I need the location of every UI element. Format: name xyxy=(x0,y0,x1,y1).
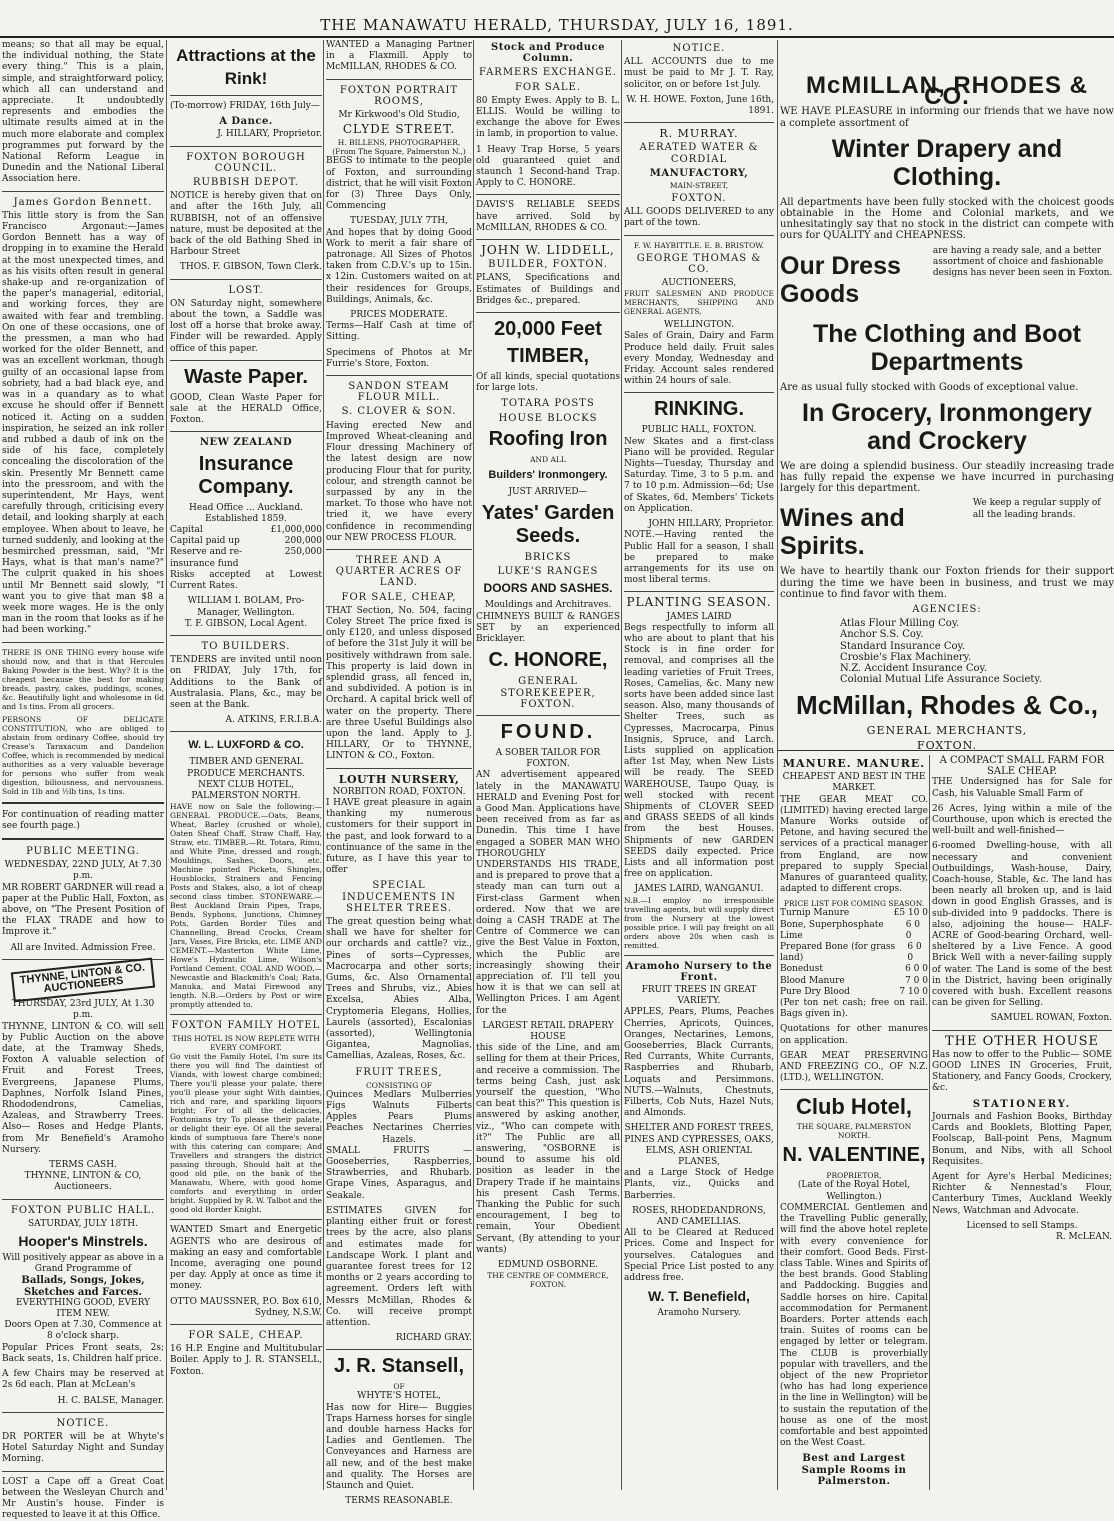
aerated: AERATED WATER & CORDIAL xyxy=(639,142,759,165)
head-office: Head Office ... Auckland. Established 1859. xyxy=(189,502,303,524)
stock-title: Stock and Produce Column. xyxy=(491,42,605,65)
mcmillan-ad xyxy=(780,40,1114,750)
waste-body: GOOD, Clean Waste Paper for sale at the HERALD Office, Foxton. xyxy=(170,392,322,426)
mill-title: SANDON STEAM FLOUR MILL. xyxy=(348,381,450,404)
seeds: DAVIS'S RELIABLE SEEDS have arrived. Sold by McMILLAN, RHODES & CO. xyxy=(476,200,620,233)
risks: Risks accepted at Lowest Current Rates. xyxy=(170,569,322,592)
timber-body: Of all kinds, special quotations for large lots. xyxy=(476,372,620,394)
hillary-sign: JOHN HILLARY, Proprietor. xyxy=(648,519,774,530)
found-body-2: this side of the Line, and am selling for them at their Prices, and receive a commission. The terms being Cash, just ask yourself the question, "Who can beat this?" This question is answered by asking another, viz., "Who can compete with it?" The Public are all answering, "OSBORNE is bound to assume his old position as leader in the Drapery Trade if he maintains his present Cash Terms. Thanking the Public for such encouragement, I beg to remain, Your Obedient Servant, (By attending to your wants) xyxy=(476,1043,620,1255)
quotations: Quotations for other manures on application. xyxy=(780,1024,928,1046)
mcmillan-title: McMILLAN, RHODES & CO. xyxy=(806,72,1088,111)
farm-title: A COMPACT SMALL FARM FOR SALE CHEAP. xyxy=(939,755,1105,778)
column-3 xyxy=(326,40,472,1507)
sale-title: FOR SALE, CHEAP. xyxy=(188,1329,304,1341)
luxford-title: W. L. LUXFORD & CO. xyxy=(188,739,304,752)
column-1 xyxy=(2,40,164,1521)
fruit-row: Peaches Nectarines Cherries xyxy=(326,1123,472,1134)
planting: PLANTING SEASON. xyxy=(626,595,772,610)
article-intro: means; so that all may be equal, the individual nothing, the State every thing." This is a plain, simple, and straightforward policy, which all can understand and appreciate. It undoubtedly represents and embodies the ultimate results aimed at in the much more elaborate and complex programmes put forward by the National Reform League in Dunedin and the National Liberal Association here. xyxy=(2,40,164,185)
manure-body: THE GEAR MEAT CO. (LIMITED) having erected large Manure Works outside of Petone, and having secured the services of a practical manager from England, are now prepared to supply Special Manures of guaranteed quality, adapted to different crops. xyxy=(780,794,928,895)
price-row: Prepared Bone (for grass land) 6 0 0 xyxy=(780,942,922,964)
aramoho: Aramoho Nursery to the Front. xyxy=(625,960,773,983)
stansell-title: J. R. Stansell, xyxy=(333,1355,465,1378)
column-8 xyxy=(932,755,1112,1490)
centre: THE CENTRE OF COMMERCE, FOXTON. xyxy=(487,1271,609,1290)
laird: JAMES LAIRD xyxy=(666,611,732,622)
agency-item: Anchor S.S. Coy. xyxy=(840,629,924,641)
departments: All departments have been fully stocked with the choicest goods obtainable in the Home and Colonial markets, and we unhesitatingly say that no stock in the district can compete with ours for QUALITY and CHEAPNESS. xyxy=(780,196,1114,242)
manure-title: MANURE. MANURE. xyxy=(782,757,926,770)
laird-nb: N.B.—I employ no irresponsible travelling agents, but will supply direct from the Nursery at the lowest possible price. I will pay freight on all orders above 20s when cash is remitted. xyxy=(624,895,774,950)
small-fruits: SMALL FRUITS — Gooseberries, Raspberries, Strawberries, and Rhubarb. Grape Vines, Asparagus, and Seakale. xyxy=(326,1145,472,1201)
clothing-body: Are as usual fully stocked with Goods of exceptional value. xyxy=(780,381,1079,393)
haybittle: F. W. HAYBITTLE. E. B. BRISTOW. xyxy=(633,240,765,250)
meeting-title: PUBLIC MEETING. xyxy=(26,845,140,857)
column-7 xyxy=(780,755,928,1490)
column-divider xyxy=(621,40,622,1490)
storekeeper: GENERAL STOREKEEPER, FOXTON. xyxy=(500,676,596,710)
luxford-addr: NEXT CLUB HOTEL, PALMERSTON NORTH. xyxy=(191,779,301,801)
stansell-terms: TERMS REASONABLE. xyxy=(345,1496,453,1507)
notice-body: ALL ACCOUNTS due to me must be paid to Mr J. T. Ray, solicitor, on or before 1st July. xyxy=(624,57,774,90)
totara: TOTARA POSTS xyxy=(501,398,595,410)
fruit-title: FRUIT TREES, xyxy=(355,1066,443,1078)
rubbish-sign: THOS. F. GIBSON, Town Clerk. xyxy=(179,262,322,273)
foxton: FOXTON. xyxy=(916,738,978,752)
grocery-body: We are doing a splendid business. Our steadily increasing trade has fully repaid the expense we have incurred in purchasing largely for this department. xyxy=(780,460,1114,495)
rubbish-body: NOTICE is hereby given that on and after the 16th July, all RUBBISH, not of an offensive nature, must be deposited at the back of the old Bathing Shed in Harbour Street xyxy=(170,191,322,258)
ironmongery: Builders' Ironmongery. xyxy=(488,468,608,481)
land-body: THAT Section, No. 504, facing Coley Street The price fixed is only £120, and unless disposed of before the 31st July it will be positively withdrawn from sale. This property is laid down in splendid grass, all fenced in, and subdivided. A potion is in Orchard. A capital brick well of water on the property. There are three Useful Buildings also upon the land. Apply to J. HILLARY, Or to THYNNE, LINTON & CO., Foxton. xyxy=(326,605,472,762)
gear: GEAR MEAT PRESERVING AND FREEZING CO., OF N.Z. (LTD.), WELLINGTON. xyxy=(780,1050,928,1084)
per-ton: (Per ton net cash; free on rail. Bags given in). xyxy=(780,998,928,1020)
fruit-salesmen: FRUIT SALESMEN AND PRODUCE MERCHANTS, SHIPPING AND GENERAL AGENTS, xyxy=(624,289,774,317)
main-street: MAIN-STREET, xyxy=(669,181,729,191)
column-4 xyxy=(476,40,620,1490)
chimneys: CHIMNEYS BUILT & RANGES SET by an experienced Bricklayer. xyxy=(476,611,620,645)
proprietor: PROPRIETOR, xyxy=(826,1171,882,1181)
auction-sign: THYNNE, LINTON & CO, Auctioneers. xyxy=(24,1171,142,1193)
timber: TIMBER, xyxy=(506,345,590,368)
rink-title: Attractions at the Rink! xyxy=(176,46,316,88)
stationery: STATIONERY. xyxy=(972,1098,1072,1110)
house-blocks: HOUSE BLOCKS xyxy=(498,412,598,424)
foxton: FOXTON. xyxy=(671,193,727,205)
stansell-body: Has now for Hire— Buggies Traps Harness horses for single and double harness Hacks for Ladies and Gentlemen. The Conveyances and Harness are all new, and of the best make and quality. The Horses are Staunch and Quiet. xyxy=(326,1402,472,1491)
price-row: Bone, Superphosphate Lime 6 0 0 xyxy=(780,919,921,941)
masthead-title: THE MANAWATU HERALD, THURSDAY, JULY 16, 1891. xyxy=(320,16,794,34)
ewes: 80 Empty Ewes. Apply to B. L. ELLIS. Would be willing to exchange the above for Ewes in lamb, in proportion to value. xyxy=(476,95,620,140)
general-merchants: GENERAL MERCHANTS, xyxy=(866,724,1028,738)
column-5 xyxy=(624,40,774,1490)
billens-body2: And hopes that by doing Good Work to merit a fair share of patronage. All Sizes of Photos taken from C.D.V.'s up to 15in. x 12in. Customers waited on at their residences for Groups, Buildings, Animals, &c. xyxy=(326,227,472,305)
wines-body: We keep a regular supply of all the leading brands. xyxy=(972,498,1101,520)
capital-row: Capital £1,000,000 xyxy=(170,525,322,536)
dress-body: are having a ready sale, and a better assortment of choice and fashionable designs has never been seen in Foxton. xyxy=(932,245,1113,279)
price-row: Pure Dry Blood 7 10 0 xyxy=(780,986,928,997)
meeting-invite: All are Invited. Admission Free. xyxy=(10,942,156,953)
auctioneer-stamp: THYNNE, LINTON & CO. AUCTIONEERS xyxy=(11,957,155,1002)
wellington: WELLINGTON. xyxy=(664,320,734,331)
timber-feet: 20,000 Feet xyxy=(494,318,602,341)
borough-title: FOXTON BOROUGH COUNCIL. xyxy=(186,151,306,174)
laird-sign: JAMES LAIRD, WANGANUI. xyxy=(634,884,764,895)
price-list: PRICE LIST FOR COMING SEASON. xyxy=(783,899,925,909)
porter-notice: DR PORTER will be at Whyte's Hotel Saturday Night and Sunday Morning. xyxy=(2,1431,164,1465)
dress: Our Dress Goods xyxy=(780,251,901,308)
and-all: AND ALL xyxy=(530,454,566,464)
insurance-title: Insurance Company. xyxy=(198,452,294,498)
fruit-sub: CONSISTING OF xyxy=(366,1080,432,1090)
chairs: A few Chairs may be reserved at 2s 6d each. Plan at McLean's xyxy=(2,1369,164,1391)
lost-title: LOST. xyxy=(228,284,264,296)
portrait-title: FOXTON PORTRAIT ROOMS, xyxy=(339,84,459,107)
billens-prices: PRICES MODERATE. xyxy=(350,310,448,321)
agency-item: Crosbie's Flax Machinery. xyxy=(840,651,972,663)
hotel-verse: Go visit the Family Hotel, I'm sure its there you will find The daintiest of Viands, with lowest charge combined; There you'll please your palate, there you'll please your sight With dainties, rich and rare, and sparkling liquors bright; For of all the delicacies, Foxtonians try To please their palate, or delight their eye. Of all the several kinds of sumptuous fare There's none with this catering can compare; And Travellers and strangers the district passing through, Should halt at the good old pile, on the bank of the Manawatu, Where, with good home comforts and everything in order bright. Supplied by R. W. Talbot and the good old Border Knight. xyxy=(170,1052,322,1215)
murray: R. MURRAY. xyxy=(659,127,739,141)
balse-sign: H. C. BALSE, Manager. xyxy=(57,1395,164,1406)
column-divider xyxy=(777,40,778,1490)
mill-sub: S. CLOVER & SON. xyxy=(341,406,457,418)
licensed: Licensed to sell Stamps. xyxy=(966,1220,1078,1231)
wines: Wines and Spirits. xyxy=(780,504,905,561)
agency-item: N.Z. Accident Insurance Coy. xyxy=(840,663,988,675)
column-divider xyxy=(929,755,930,1490)
honore: C. HONORE, xyxy=(488,649,608,672)
nz-title: NEW ZEALAND xyxy=(199,437,293,449)
george-thomas: GEORGE THOMAS & CO. xyxy=(636,252,762,275)
ballads: Ballads, Songs, Jokes, Sketches and Farces. xyxy=(21,1275,145,1298)
meeting-body: MR ROBERT GARDNER will read a paper at the Public Hall, Foxton, as above, on "The Present Position of the FLAX TRADE and how to Improve it." xyxy=(2,882,164,938)
yates: Yates' Garden Seeds. xyxy=(481,502,615,548)
doors-sashes: DOORS AND SASHES. xyxy=(483,581,613,596)
price-row: Turnip Manure £5 10 0 xyxy=(780,908,928,919)
builders-sign: A. ATKINS, F.R.I.B.A. xyxy=(225,715,322,726)
agent: Agent for Ayre's Herbal Medicines; Richter & Nennestad's Flour, Canterbury Times, Auckland Weekly News, Watchman and Advocate. xyxy=(932,1171,1112,1216)
wanted-partner: WANTED a Managing Partner in a Flaxmill. Apply to McMILLAN, RHODES & CO. xyxy=(326,40,472,73)
fruit-row: Hazels. xyxy=(382,1134,416,1145)
column-2 xyxy=(170,40,322,1490)
rowan-sign: SAMUEL ROWAN, Foxton. xyxy=(990,1013,1112,1024)
price-row: Blood Manure 7 0 0 xyxy=(780,975,928,986)
shelter-body: The great question being what shall we have for shelter for our orchards and cattle? viz., Pines of sorts—Cypresses, Macrocarpa and other sorts; Gums, &c. Also Ornamental Trees and Shrubs, viz., Abies Excelsa, Abies Alba, Cryptomeria Elegans, Hollies, Laurels (assorted), Escalonias (assorted), Wellingtonia Gigantea, Magnolias, Camellias, Azaleas, Roses, &c. xyxy=(326,917,472,1062)
grocery: In Grocery, Ironmongery and Crockery xyxy=(802,398,1092,455)
rinking: RINKING. xyxy=(654,398,744,421)
nursery-title: LOUTH NURSERY, xyxy=(338,772,460,786)
clothing: The Clothing and Boot Departments xyxy=(812,319,1081,376)
auction-terms: TERMS CASH. xyxy=(49,1160,117,1171)
for-sale: FOR SALE. xyxy=(514,81,582,93)
maussner: OTTO MAUSSNER, P.O. Box 610, Sydney, N.S.W. xyxy=(170,1296,322,1318)
nursery-body: I HAVE great pleasure in again thanking my numerous customers for their support in the past, and look forward to a continuance of the same in the future, as I have this year to offer xyxy=(326,797,472,876)
mcmillan-2: McMillan, Rhodes & Co., xyxy=(796,690,1098,721)
luxford-sub: TIMBER AND GENERAL PRODUCE MERCHANTS. xyxy=(187,757,305,779)
rink-date: (To-morrow) FRIDAY, 16th July— xyxy=(170,101,320,111)
column-divider xyxy=(323,40,324,1490)
article-body: This little story is from the San Francisco Argonaut:—James Gordon Bennett has a way of dropping in to examine the Herald at the most unexpected times, and as his visits often result in general shake-up and re-organization of the paper's managerial, editorial, and working forces, they are awaited with fear and trembling. On one of these occasions, one of the pressmen, a man who had worked for the older Bennett, and was an excellent workman, though guilty of an occasional lapse from sobriety, had a bad black eye, and was in a quandary as to what excuse he should offer if Bennett noticed it. Acting on a sudden inspiration, he seized an ink roller and rubbed a daub of ink on the side of his face, completely concealing the discoloration of the skin. Presently Mr Bennett came into the pressroom, and with the superintendent, Mr Hays, went carefully through, criticising every detail, and looking sharply at each employee. When about to leave, he turned suddenly, and looking at the besmirched pressman, said, "Mr Hays, what is that man's name?" The culprit quaked in his shoes until Mr Bennett said slowly, "I want you to give that man $8 a week more wages. He is the only man in the room that looks as if he had been working." xyxy=(2,210,164,636)
found-title: FOUND. xyxy=(500,720,596,743)
club-title: Club Hotel, xyxy=(795,1094,913,1120)
horse: 1 Heavy Trap Horse, 5 years old guaranteed quiet and staunch 1 Second-hand Trap. Apply to C. HONORE. xyxy=(476,144,620,189)
benefield: W. T. Benefield, xyxy=(648,1288,750,1305)
waste-title: Waste Paper. xyxy=(184,365,308,388)
rink-sign: J. HILLARY, Proprietor. xyxy=(217,129,322,140)
estimates: ESTIMATES GIVEN for planting either fruit or forest trees by the acre, also plans and estimates made for Landscape Work. I plant and guarantee forest trees for 12 months or 2 years according to agreement. Orders left with Messrs McMillan, Rhodes & Co. will receive prompt attention. xyxy=(326,1205,472,1328)
rink-note: NOTE.—Having rented the Public Hall for a season, I shall be prepared to make arrangements for its use on most liberal terms. xyxy=(624,530,774,586)
hotel-sub: THIS HOTEL IS NOW REPLETE WITH EVERY COMFORT. xyxy=(172,1034,320,1053)
notice-title: NOTICE. xyxy=(672,43,726,54)
farmers-exchange: FARMERS EXCHANGE. xyxy=(479,67,617,79)
howe-sign: W. H. HOWE. Foxton, June 16th, 1891. xyxy=(626,94,774,117)
rink-dance: A Dance. xyxy=(219,116,273,128)
stansell-of: OF xyxy=(393,1382,405,1392)
sober-tailor: A SOBER TAILOR FOR FOXTON. xyxy=(495,747,601,770)
notice-title: NOTICE. xyxy=(56,1417,110,1429)
hall-date: SATURDAY, JULY 18TH. xyxy=(28,1218,138,1229)
mill-body: Having erected New and Improved Wheat-cleaning and Flour dressing Machinery of the latest design are now producing Flour that for purity, colour, and strength cannot be surpassed by any in the market. To those who have not tried it, we have every confidence in recommending our NEW PROCESS FLOUR. xyxy=(326,420,472,543)
aramoho-body: APPLES, Pears, Plums, Peaches Cherries, Apricots, Quinces, Oranges, Nectarines, Lemons, Gooseberries, Black Currants, Red Currants, White Currants, Raspberries and Rhubarb, Loquats and Persimmons. NUTS.—Walnuts, Chestnuts, Filberts, Cob Nuts, Hazel Nuts, and Almonds. xyxy=(624,1007,774,1119)
rink-body: New Skates and a first-class Piano will be provided. Regular Nights—Tuesday, Thursday and Saturday. Time, 3 to 5 p.m. and 7 to 10 p.m. Admission—6d; Use of Skates, 6d. Members' Tickets on Application. xyxy=(624,436,774,514)
roofing: Roofing Iron xyxy=(488,427,608,450)
club-body: COMMERCIAL Gentlemen and the Travelling Public generally, will find the above hotel replete with every convenience for their comfort. Good Beds. First-class Table. Wines and Spirits of the best brands. Good Stabling and Paddocking. Buggies and Saddle horses on hire. Capital accommodation for Permanent Boarders. Porter attends each train. Suites of rooms can be engaged by letter or telegram. The CLUB is proverbially popular with travellers, and the object of the new Proprietor (who has had long experience in the line in Wellington) will be to sustain the reputation of the house as one of the most comfortable and best appointed on the West Coast. xyxy=(780,1202,928,1449)
billens: H. BILLENS, PHOTOGRAPHER, (From The Square, Palmerston N.,) xyxy=(332,138,466,157)
late: (Late of the Royal Hotel, Wellington.) xyxy=(797,1180,911,1202)
best-rooms: Best and Largest Sample Rooms in Palmerston. xyxy=(801,1453,907,1487)
fruit-row: Figs Walnuts Filberts xyxy=(326,1101,472,1112)
builders-body: TENDERS are invited until noon on FRIDAY, July 17th, for Additions to the Bank of Australasia. Plans, &c., may be seen at the Bank. xyxy=(170,655,322,710)
manufactory: MANUFACTORY, xyxy=(649,167,749,179)
auction-body: THYNNE, LINTON & CO. will sell by Public Auction on the above date, at the Tramway Sheds, Foxton A valuable selection of Fruit and Forest Trees, Evergreens, Japanese Plums, Daphnes, Norfolk Island Pines, Rhododendrons, Camelias, Azaleas, and Strawberry Trees. Also— Roses and Hedge Plants, from Mr Benefield's Aramoho Nursery. xyxy=(2,1021,164,1155)
pleasure: WE HAVE PLEASURE in informing our friends that we have now a complete assortment of xyxy=(780,106,1114,129)
hercules-ad: THERE IS ONE THING every house wife should now, and that is that Hercules Baking Powder is the best. Why? It is the cheapest because the best for making breads, pastry, cakes, puddings, scones, &c. Beautifully light and wholesome in 6d and 1s tins. From all grocers. xyxy=(2,647,164,711)
rink-hall: PUBLIC HALL, FOXTON. xyxy=(641,425,757,436)
other-house: THE OTHER HOUSE xyxy=(944,1033,1100,1049)
billens-body: BEGS to intimate to the people of Foxton, and surrounding district, that he will visit Foxton for (3) Three Days Only, Commencing xyxy=(326,156,472,212)
masthead xyxy=(0,6,1114,38)
hedge: and a Large Stock of Hedge Plants, viz., Quicks and Barberries. xyxy=(624,1168,774,1201)
agency-item: Colonial Mutual Life Assurance Society. xyxy=(840,674,1042,686)
farm-body-2: 6-roomed Dwelling-house, with all necessary and convenient Outbuildings, Wash-house, Dairy, Coach-house, Stable, &c. The land has been nearly all broken up, and is laid down in good English Grasses, and is sub-divided into 9 paddocks. There is also, adjoining the house— HALF-ACRE of Good-bearing Orchard, well-sheltered by a Live Fence. A good Brick Well with a never-failing supply of water. The Land is some of the best in the District, having been originally covered with bush. Excellent reasons can be given for Selling. xyxy=(932,841,1112,1009)
hall-title: FOXTON PUBLIC HALL. xyxy=(10,1204,156,1216)
agencies: AGENCIES: xyxy=(912,604,982,616)
builders-title: TO BUILDERS. xyxy=(201,640,291,652)
gray-sign: RICHARD GRAY. xyxy=(395,1333,472,1344)
capital-row: Capital paid up 200,000 xyxy=(170,536,322,547)
nursery-addr: NORBITON ROAD, FOXTON. xyxy=(332,786,466,797)
bolam: WILLIAM I. BOLAM, Pro-Manager, Wellington. xyxy=(187,596,305,618)
capital-row: Reserve and re-insurance fund 250,000 xyxy=(170,547,322,569)
found-body: AN advertisement appeared lately in the MANAWATU HERALD and Evening Post for a Good Man. Applications have been received from as far as Dunedin. This time I have engaged a SOBER MAN WHO THOROUGHLY UNDERSTANDS HIS TRADE, and is prepared to prove that a steady man can turn out a First-class Garment when ordered. Now that we are doing a CASH TRADE at The Centre of Commerce we can give the Best Value in Foxton, which the Public are increasingly showing their appreciation of. I'll tell you how it is that we can sell at Wellington Prices. I am Agent for the xyxy=(476,770,620,1016)
club-square: THE SQUARE, PALMERSTON NORTH. xyxy=(796,1122,912,1141)
billens-spec: Specimens of Photos at Mr Furrie's Store, Foxton. xyxy=(326,347,472,369)
agency-item: Standard Insurance Coy. xyxy=(840,640,966,652)
luxford-body: HAVE now on Sale the following:— GENERAL PRODUCE.—Oats, Beans, Wheat, Barley (crushed or whole), Oaten Sheaf Chaff, Straw Chaff, Hay, Straw, etc. TIMBER.—Rt. Totara, Rimu, and White Pine, dressed and rough, Mouldings, Sashes, Doors, etc. Machine pointed Pickets, Shingles, Housblocks, Strainers and Fencing Posts and Stakes, also, a lot of cheap second class timber. STONEWARE.—Best Auckland Drain Pipes, Traps, Bends, Syphons, Junctions, Chimney Pots, Garden Border Tiles and Channelling, Bread Crocks, Cream Jars, Vases, Fire Bricks, etc. LIME AND CEMENT.—Masterton White Lime, Howe's Hydraulic Lime, Wilson's Portland Cement. COAL AND WOOD.—Newcastle and Blackmith's Coal; Rata, Manuka, and Matai Firewood any length. N.B.—Orders by Post or wire promptly attended to. xyxy=(170,802,322,1010)
lost-coat: LOST a Cape off a Great Coat between the Wesleyan Church and Mr Austin's house. Finder is requested to leave it at this Office. xyxy=(2,1476,164,1521)
portrait-sub: Mr Kirkwood's Old Studio, xyxy=(338,110,460,121)
fruit-trees: FRUIT TREES IN GREAT VARIETY. xyxy=(641,985,757,1007)
gibson: T. F. GIBSON, Local Agent. xyxy=(184,618,308,629)
continuation-note: For continuation of reading matter see fourth page.) xyxy=(2,809,164,831)
ranges: LUKE'S RANGES xyxy=(497,566,599,578)
stansell-hotel: WHYTE'S HOTEL, xyxy=(357,1391,441,1402)
billens-date: TUESDAY, JULY 7TH, xyxy=(349,216,448,227)
laird-body: Begs respectfully to inform all who are about to plant that his Stock is in fine order for removal, and comprises all the leading varieties of Fruit Trees, Roses, Camelias, &c. Many new sorts have been added since last season. Also, many thousands of Shelter Trees, such as Cypresses, Macrocarpa, Pinus Insignis, Spruce, and Larch. Lists supplied on application after 1st May, when New Lists will be ready. The SEED WAREHOUSE, Taupo Quay, is well stocked with recent Shipments of CLOVER SEED and GRASS SEEDS of all kinds from the best Houses. Shipments of new GARDEN SEEDS daily expected. Price Lists and all information post free on application. xyxy=(624,622,774,880)
delivered: ALL GOODS DELIVERED to any part of the town. xyxy=(624,207,774,229)
auctioneers: AUCTIONEERS, xyxy=(661,278,737,289)
valentine: N. VALENTINE, xyxy=(782,1144,926,1167)
liddell-body: PLANS, Specifications and Estimates of Buildings and Bridges &c., prepared. xyxy=(476,273,620,306)
benefield-sub: Aramoho Nursery. xyxy=(657,1308,741,1319)
bricks: BRICKS xyxy=(524,552,572,564)
wanted-agents: WANTED Smart and Energetic AGENTS who are desirous of making an easy and comfortable Income, averaging one pound per day. Apply at once as time it money. xyxy=(170,1225,322,1292)
just-arrived: JUST ARRIVED— xyxy=(508,486,588,497)
agency-item: Atlas Flour Milling Coy. xyxy=(840,618,960,630)
farm-body: THE Undersigned has for Sale for Cash, his Valuable Small Farm of xyxy=(932,777,1112,799)
roses: ROSES, RHODEDANDRONS, AND CAMELLIAS. xyxy=(632,1205,766,1228)
cleared: All to be Cleared at Reduced Prices. Come and Inspect for yourselves. Catalogues and Special Price List posted to any address free. xyxy=(624,1228,774,1284)
land-title: THREE AND A QUARTER ACRES OF LAND. xyxy=(335,554,463,589)
sales: Sales of Grain, Dairy and Farm Produce held daily. Fruit sales every Monday, Wednesday and Friday. Account sales rendered within 24 hours of sale. xyxy=(624,331,774,387)
column-divider xyxy=(166,40,167,1490)
manure-sub: CHEAPEST AND BEST IN THE MARKET. xyxy=(782,772,926,794)
prices: Popular Prices Front seats, 2s; Back seats, 1s. Children half price. xyxy=(2,1342,164,1364)
rubbish-title: RUBBISH DEPOT. xyxy=(193,177,299,189)
hotel-title: FOXTON FAMILY HOTEL xyxy=(171,1020,321,1032)
fruit-row: Quinces Medlars Mulberries xyxy=(326,1089,472,1100)
acres: 26 Acres, lying within a mile of the Courthouse, upon which is erected the well-built and well-finished— xyxy=(932,803,1112,837)
price-row: Bonedust 6 0 0 xyxy=(780,964,928,975)
clyde-street: CLYDE STREET. xyxy=(342,122,456,137)
article-title: James Gordon Bennett. xyxy=(13,196,153,208)
mclean-sign: R. McLEAN. xyxy=(1056,1231,1112,1242)
builder: BUILDER, FOXTON. xyxy=(488,259,608,271)
stationery-body: Journals and Fashion Books, Birthday Cards and Booklets, Blotting Paper, Foolscap, Ball-point Pens, Magnum Bonum, and Nibs, with all School Requisites. xyxy=(932,1111,1112,1167)
column-divider xyxy=(473,40,474,1490)
land-sale: FOR SALE, CHEAP, xyxy=(341,591,457,603)
meeting-date: WEDNESDAY, 22ND JULY, At 7.30 p.m. xyxy=(4,860,162,882)
auction-date: THURSDAY, 23rd JULY, At 1.30 p.m. xyxy=(11,999,155,1021)
winter: Winter Drapery and Clothing. xyxy=(831,134,1063,191)
minstrels-title: Hooper's Minstrels. xyxy=(18,1233,148,1250)
doors-open: Doors Open at 7.30, Commence at 8 o'clock sharp. xyxy=(4,1320,162,1342)
coffee-ad: PERSONS OF DELICATE CONSTITUTION, who are obliged to abstain from ordinary Coffee, should try Crease's Taraxacum and Dandelion Coffee, which is recommended by medical authorities as a very valuable beverage for persons who suffer from weak digestion, biliousness, and nervousness. Sold in 1lb and ½lb tins, 1s tins. xyxy=(2,714,164,796)
everything-good: EVERYTHING GOOD, EVERY ITEM NEW. xyxy=(15,1297,151,1320)
other-body: Has now to offer to the Public— SOME GOOD LINES IN Groceries, Fruit, Stationery, and Fancy Goods, Crockery, &c. xyxy=(932,1049,1112,1094)
drapery: LARGEST RETAIL DRAPERY HOUSE xyxy=(482,1020,614,1042)
thanks: We have to heartily thank our Foxton friends for their support during the time we have been in business, and trust we may continue to find favor with them. xyxy=(780,566,1114,600)
mouldings: Mouldings and Architraves. xyxy=(484,600,612,611)
shelter: SHELTER AND FOREST TREES, PINES AND CYPRESSES, OAKS, ELMS, ASH ORIENTAL PLANES, xyxy=(624,1123,774,1168)
minstrels-body: Will positively appear as above in a Grand Programme of xyxy=(2,1253,164,1275)
osborne: EDMUND OSBORNE. xyxy=(497,1260,599,1271)
lost-body: ON Saturday night, somewhere about the town, a Saddle was lost off a horse that broke away. Finder will be rewarded. Apply office of this paper. xyxy=(170,298,322,354)
fruit-row: Apples Pears Plums xyxy=(326,1112,472,1123)
billens-terms: Terms—Half Cash at time of Sitting. xyxy=(326,321,472,343)
section-rule xyxy=(778,750,1114,751)
inducements: SPECIAL INDUCEMENTS IN SHELTER TREES. xyxy=(342,880,456,914)
sale-body: 16 H.P. Engine and Multitubular Boiler. Apply to J. R. STANSELL, Foxton. xyxy=(170,1344,322,1377)
liddell: JOHN W. LIDDELL, xyxy=(481,243,615,258)
